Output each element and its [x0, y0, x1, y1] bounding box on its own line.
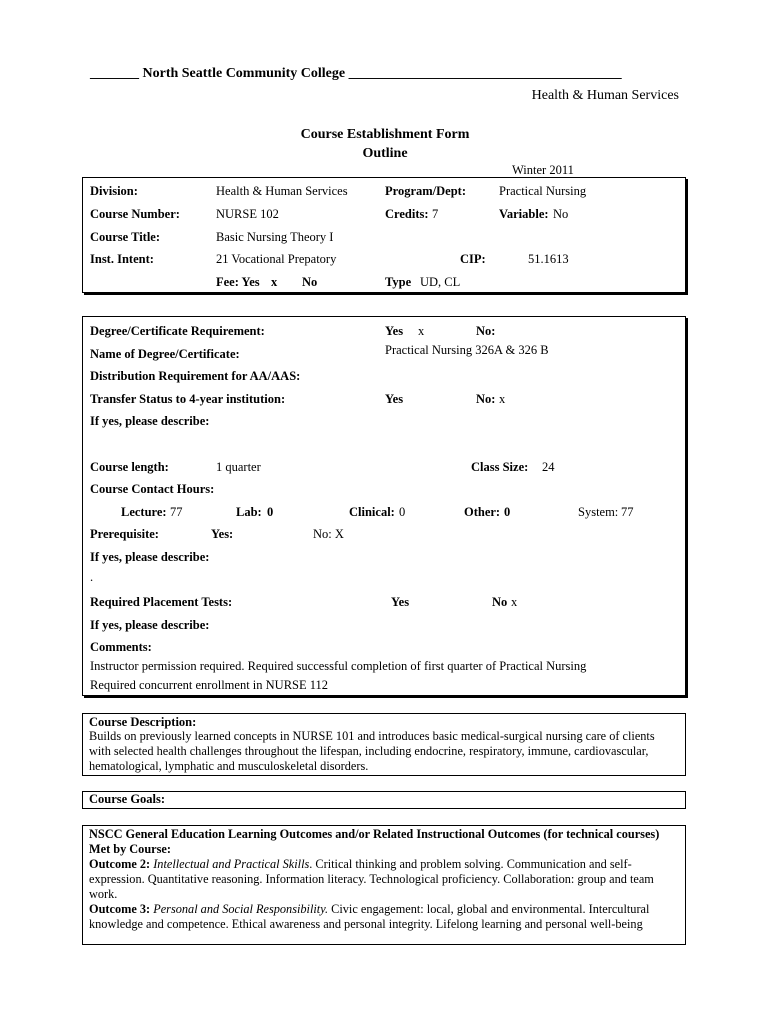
course-length-label: Course length:	[90, 460, 169, 474]
header-trailing-blank: _______________________________________	[348, 66, 622, 81]
placement-yes: Yes	[391, 595, 410, 609]
comments-line-2: Required concurrent enrollment in NURSE 112	[90, 678, 329, 692]
if-yes-describe-1: If yes, please describe:	[90, 414, 210, 428]
inst-intent-label: Inst. Intent:	[90, 252, 154, 266]
cip-value: 51.1613	[528, 252, 569, 266]
degree-name-label: Name of Degree/Certificate:	[90, 347, 240, 361]
credits-value: 7	[432, 207, 439, 221]
transfer-label: Transfer Status to 4-year institution:	[90, 392, 286, 406]
course-number-value: NURSE 102	[216, 207, 279, 221]
system-label: System:	[578, 505, 619, 519]
comments-label: Comments:	[90, 640, 152, 654]
comments-line-1: Instructor permission required. Required successful completion of first quarter of Practical Nursing	[90, 659, 587, 673]
transfer-no: No:	[476, 392, 496, 406]
lecture-label: Lecture:	[121, 505, 167, 519]
course-length-value: 1 quarter	[216, 460, 261, 474]
college-name: North Seattle Community College	[142, 66, 346, 81]
outcome-2-title: Intellectual and Practical Skills	[153, 857, 310, 871]
division-label: Division:	[90, 184, 138, 198]
division-title: Health & Human Services	[531, 88, 679, 103]
placement-label: Required Placement Tests:	[90, 595, 233, 609]
course-title-label: Course Title:	[90, 230, 161, 244]
placement-no: No	[492, 595, 508, 609]
transfer-no-mark: x	[499, 392, 506, 406]
form-title: Course Establishment Form	[300, 127, 470, 142]
degree-no: No:	[476, 324, 496, 338]
other-label: Other:	[464, 505, 501, 519]
type-value: UD, CL	[420, 275, 461, 289]
outcomes-box	[82, 825, 686, 945]
outcome-2-text: . Critical thinking and problem solving. Communication and self-expression. Quantitative reasoning. Information literacy. Technological proficiency. Collaboration: group and team work.	[89, 857, 654, 901]
variable-label: Variable:	[499, 207, 549, 221]
outcomes-heading: NSCC General Education Learning Outcomes and/or Related Instructional Outcomes (for technical courses) Met by Course:	[89, 827, 660, 856]
cip-label: CIP:	[460, 252, 486, 266]
system-value: 77	[621, 505, 634, 519]
if-yes-describe-2: If yes, please describe:	[90, 550, 210, 564]
outcome-3-label: Outcome 3:	[89, 902, 151, 916]
lab-label: Lab:	[236, 505, 262, 519]
clinical-label: Clinical:	[349, 505, 395, 519]
course-title-value: Basic Nursing Theory I	[216, 230, 334, 244]
prereq-no	[313, 527, 344, 542]
prereq-label: Prerequisite:	[90, 527, 159, 541]
type-label: Type	[385, 275, 412, 289]
class-size-label: Class Size:	[471, 460, 529, 474]
course-number-label: Course Number:	[90, 207, 180, 221]
variable-value: No	[553, 207, 569, 221]
placement-no-mark: x	[511, 595, 518, 609]
transfer-yes: Yes	[385, 392, 404, 406]
other-value: 0	[504, 505, 511, 519]
fee-mark: x	[271, 275, 278, 289]
prereq-yes: Yes:	[211, 527, 234, 541]
description-label: Course Description:	[89, 715, 197, 729]
degree-req-label: Degree/Certificate Requirement:	[90, 324, 265, 338]
description-box	[82, 713, 686, 776]
class-size-value: 24	[542, 460, 555, 474]
inst-intent-value: 21 Vocational Prepatory	[216, 252, 337, 266]
credits-label: Credits:	[385, 207, 429, 221]
header-leading-blank: _______	[90, 66, 139, 81]
program-value: Practical Nursing	[499, 184, 587, 198]
prereq-no-text: No	[313, 527, 329, 541]
outcome-3	[89, 902, 677, 932]
outcome-2-label: Outcome 2:	[89, 857, 151, 871]
prereq-no-mark: : X	[328, 527, 344, 541]
contact-hours-label: Course Contact Hours:	[90, 482, 215, 496]
course-info-box	[82, 177, 686, 293]
goals-box	[82, 791, 686, 809]
fee-label: Fee: Yes	[216, 275, 260, 289]
outcome-3-title: Personal and Social Responsibility.	[153, 902, 329, 916]
lab-value: 0	[267, 505, 274, 519]
fee-no: No	[302, 275, 318, 289]
goals-label: Course Goals:	[89, 792, 166, 806]
division-value: Health & Human Services	[216, 184, 348, 198]
degree-yes: Yes	[385, 324, 404, 338]
degree-yes-mark: x	[418, 324, 425, 338]
outcome-2	[89, 857, 677, 902]
form-subtitle: Outline	[362, 146, 408, 161]
dot: .	[90, 570, 94, 584]
distribution-label: Distribution Requirement for AA/AAS:	[90, 369, 301, 383]
lecture-value: 77	[170, 505, 183, 519]
term: Winter 2011	[512, 163, 574, 177]
if-yes-describe-3: If yes, please describe:	[90, 618, 210, 632]
clinical-value: 0	[399, 505, 406, 519]
program-label: Program/Dept:	[385, 184, 466, 198]
outcome-3-text: Civic engagement: local, global and environmental. Intercultural knowledge and competence. Ethical awareness and personal integrity. Lifelong learning and personal well-being	[89, 902, 650, 931]
degree-name-value: Practical Nursing 326A & 326 B	[385, 343, 549, 357]
requirements-box	[82, 316, 686, 696]
description-text: Builds on previously learned concepts in NURSE 101 and introduces basic medical-surgical nursing care of clients with selected health challenges throughout the lifespan, including endocrine, respiratory, immune, cardiovascular, hematological, lymphatic and musculoskeletal disorders.	[89, 729, 655, 773]
college-header	[90, 66, 622, 82]
